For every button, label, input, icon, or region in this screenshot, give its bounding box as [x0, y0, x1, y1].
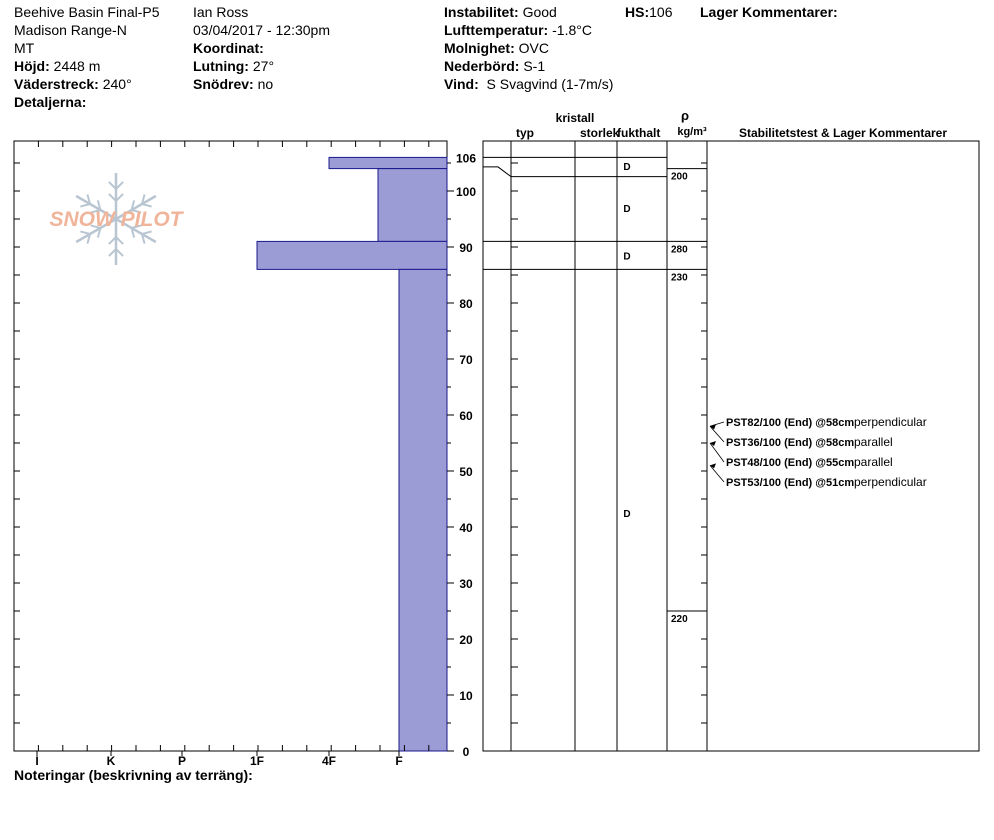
hardness-tick-label: 4F [321, 754, 337, 768]
height-tick-label: 70 [459, 353, 473, 367]
drift-label: Snödrev: [193, 76, 254, 92]
col-header-kristall: kristall [555, 111, 595, 125]
snowflake-branch [80, 231, 90, 234]
col-header-density-units: kg/m³ [677, 126, 707, 138]
height-tick-label: 60 [459, 409, 473, 423]
elevation-label: Höjd: [14, 58, 50, 74]
air-temp-value: -1.8°C [552, 22, 592, 38]
snowpilot-logo [50, 173, 185, 265]
moisture-mark: D [623, 251, 631, 263]
stability-test-arrow [710, 443, 724, 462]
drift-value: no [257, 76, 274, 92]
stability-test-comment: perpendicular [854, 475, 927, 489]
hardness-bar-layer-1 [329, 157, 447, 168]
density-value: 230 [671, 272, 688, 284]
range: Madison Range-N [14, 22, 127, 38]
height-tick-label: 40 [459, 521, 473, 535]
slope-value: 27° [252, 58, 275, 74]
density-value: 200 [671, 171, 688, 183]
sky-label: Molnighet: [444, 40, 515, 56]
stability-test-code: PST36/100 (End) @58cm [726, 437, 855, 449]
wind-value: S Svagvind (1-7m/s) [486, 76, 614, 92]
slope-label: Lutning: [193, 58, 249, 74]
snowflake-branch [142, 204, 152, 207]
moisture-mark: D [623, 203, 631, 215]
hardness-tick-label: F [395, 754, 403, 768]
datetime: 03/04/2017 - 12:30pm [193, 22, 330, 38]
layer-comments-label: Lager Kommentarer: [700, 4, 838, 20]
height-tick-label: 20 [459, 633, 473, 647]
aspect-label: Väderstreck: [14, 76, 99, 92]
moisture-marks [623, 162, 630, 520]
moisture-mark: D [623, 509, 631, 520]
hardness-bar-layer-3 [257, 241, 447, 269]
snowflake-branch [80, 204, 90, 207]
col-header-stability: Stabilitetstest & Lager Kommentarer [738, 126, 948, 140]
stability-test-code: PST48/100 (End) @55cm [726, 457, 855, 469]
air-temp-label: Lufttemperatur: [444, 22, 549, 38]
layer-connector [483, 167, 511, 177]
hardness-tick-label: I [35, 754, 39, 768]
height-tick-label: 10 [459, 689, 473, 703]
density-value: 220 [671, 614, 688, 625]
hardness-bars [257, 157, 447, 751]
hardness-bar-layer-2 [378, 169, 447, 242]
observer: Ian Ross [193, 4, 249, 20]
sky-value: OVC [518, 40, 549, 56]
snowflake-branch [142, 231, 152, 234]
density-marks [667, 169, 707, 625]
stability-label: Instabilitet: [444, 4, 519, 20]
stability-tests [710, 415, 927, 489]
hardness-frame-ticks [14, 141, 429, 751]
hardness-tick-label: P [177, 754, 187, 768]
stability-test-arrow [710, 465, 724, 482]
aspect-value: 240° [102, 76, 132, 92]
stability-test-comment: parallel [854, 435, 893, 449]
hardness-axis [35, 751, 402, 768]
stability-value: Good [522, 4, 557, 20]
col-header-typ: typ [516, 126, 534, 140]
stability-test-arrowhead [710, 441, 716, 446]
col-header-rho: ρ [680, 108, 690, 123]
elevation-value: 2448 m [53, 58, 101, 74]
hardness-tick-label: 1F [249, 754, 265, 768]
height-tick-label: 0 [462, 745, 470, 759]
stability-test-comment: parallel [854, 455, 893, 469]
density-value: 280 [671, 244, 688, 256]
hs-label: HS: [625, 4, 650, 20]
wind-label: Vind: [444, 76, 479, 92]
state: MT [14, 40, 35, 56]
profile-table [483, 141, 979, 751]
height-tick-label: 30 [459, 577, 473, 591]
hardness-bar-layer-4 [399, 269, 447, 751]
height-tick-label: 80 [459, 297, 473, 311]
stability-test-code: PST53/100 (End) @51cm [726, 477, 855, 489]
height-tick-label: 90 [459, 241, 473, 255]
height-tick-label: 100 [455, 185, 477, 199]
logo-text: SNOW PILOT [49, 208, 183, 231]
col-header-storlek: storlek [580, 126, 620, 140]
col-header-fukthalt: fukthalt [617, 126, 661, 140]
precip-label: Nederbörd: [444, 58, 520, 74]
location: Beehive Basin Final-P5 [14, 4, 160, 20]
precip-value: S-1 [523, 58, 546, 74]
stability-test-comment: perpendicular [854, 415, 927, 429]
hs-value: 106 [649, 4, 673, 20]
moisture-mark: D [623, 161, 631, 173]
height-tick-label: 50 [459, 465, 473, 479]
hardness-tick-label: K [106, 754, 116, 768]
stability-test-arrowhead [710, 463, 716, 468]
notes-label: Noteringar (beskrivning av terräng): [14, 767, 253, 783]
stability-test-code: PST82/100 (End) @58cm [726, 417, 855, 429]
height-axis [447, 151, 476, 759]
stability-test-arrow [710, 426, 724, 442]
height-tick-label: 106 [455, 151, 477, 166]
coord-label: Koordinat: [193, 40, 264, 56]
details-label: Detaljerna: [14, 94, 87, 110]
